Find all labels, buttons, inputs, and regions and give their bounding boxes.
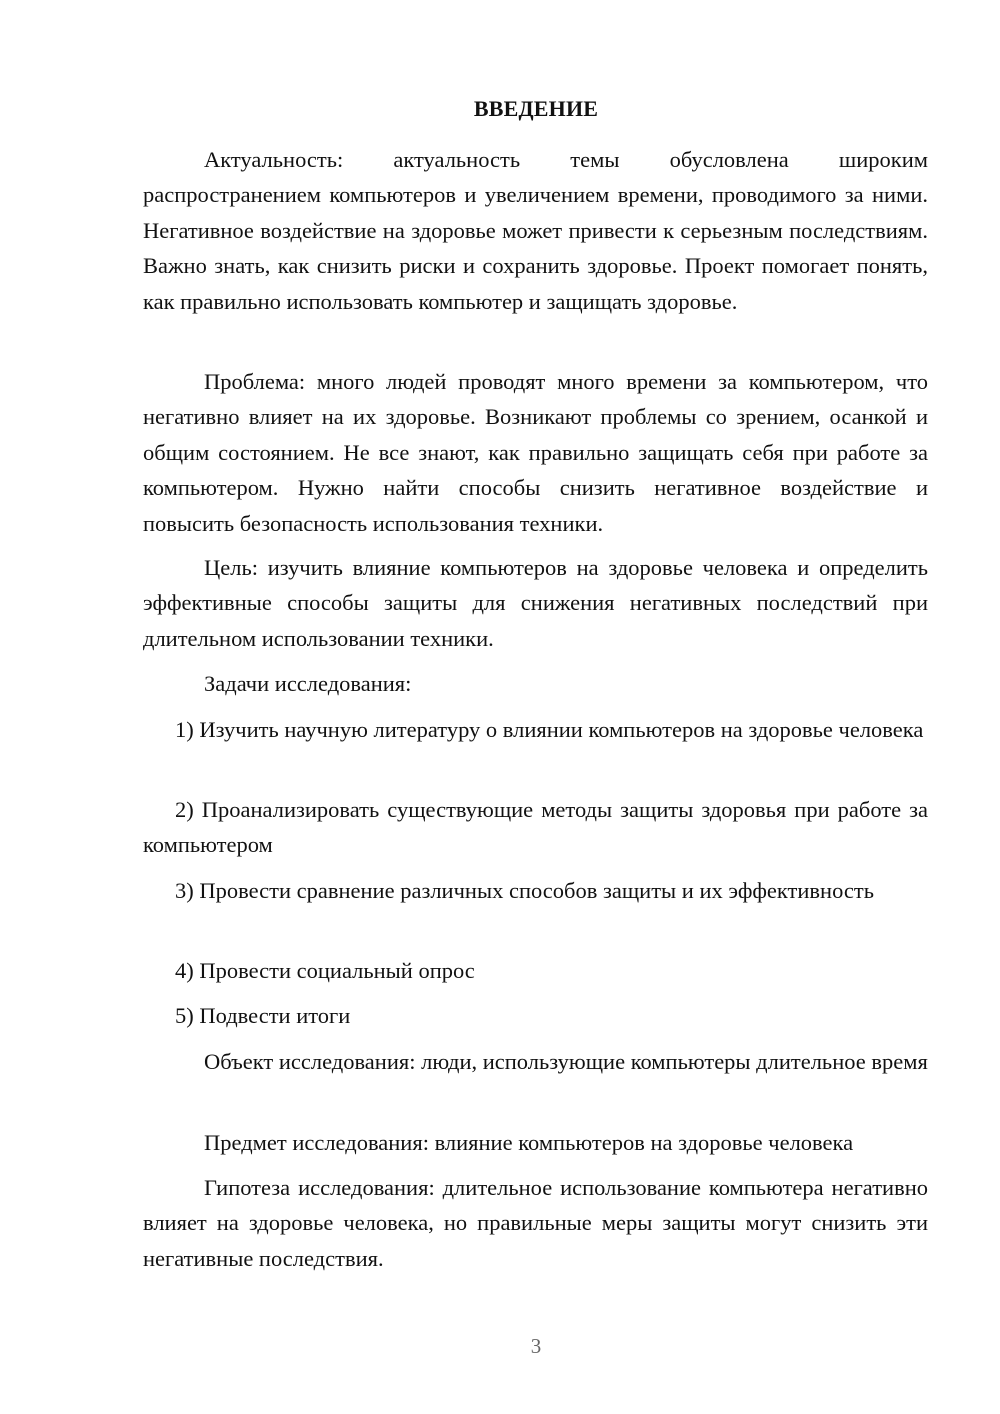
goal-paragraph: Цель: изучить влияние компьютеров на здоровье человека и определить эффективные способы защиты для снижения негативных последствий при длительном использовании техники. (143, 555, 928, 651)
subject-paragraph: Предмет исследования: влияние компьютеров на здоровье человека (204, 1130, 854, 1155)
task-item: 1) Изучить научную литературу о влиянии компьютеров на здоровье человека (175, 717, 924, 742)
page-title: ВВЕДЕНИЕ (473, 96, 599, 121)
task-item: 2) Проанализировать существующие методы защиты здоровья при работе за компьютером (143, 797, 928, 858)
hypothesis-paragraph: Гипотеза исследования: длительное использование компьютера негативно влияет на здоровье человека, но правильные меры защиты могут снизить эти негативные последствия. (143, 1175, 928, 1271)
object-paragraph: Объект исследования: люди, использующие компьютеры длительное время (204, 1049, 928, 1074)
task-item: 5) Подвести итоги (175, 1003, 351, 1028)
relevance-paragraph: Актуальность: актуальность темы обусловлена широким распространением компьютеров и увеличением времени, проводимого за ними. Негативное воздействие на здоровье может привести к серьезным последствиям. Важно знать, как снизить риски и сохранить здоровье. Проект помогает понять, как правильно использовать компьютер и защищать здоровье. (143, 147, 928, 314)
problem-paragraph: Проблема: много людей проводят много времени за компьютером, что негативно влияет на их здоровье. Возникают проблемы со зрением, осанкой и общим состоянием. Не все знают, как правильно защищать себя при работе за компьютером. Нужно найти способы снизить негативное воздействие и повысить безопасность использования техники. (143, 369, 928, 536)
task-item: 4) Провести социальный опрос (175, 958, 475, 983)
page-number: 3 (530, 1334, 542, 1358)
task-item: 3) Провести сравнение различных способов защиты и их эффективность (175, 878, 874, 903)
tasks-heading: Задачи исследования: (204, 671, 412, 696)
